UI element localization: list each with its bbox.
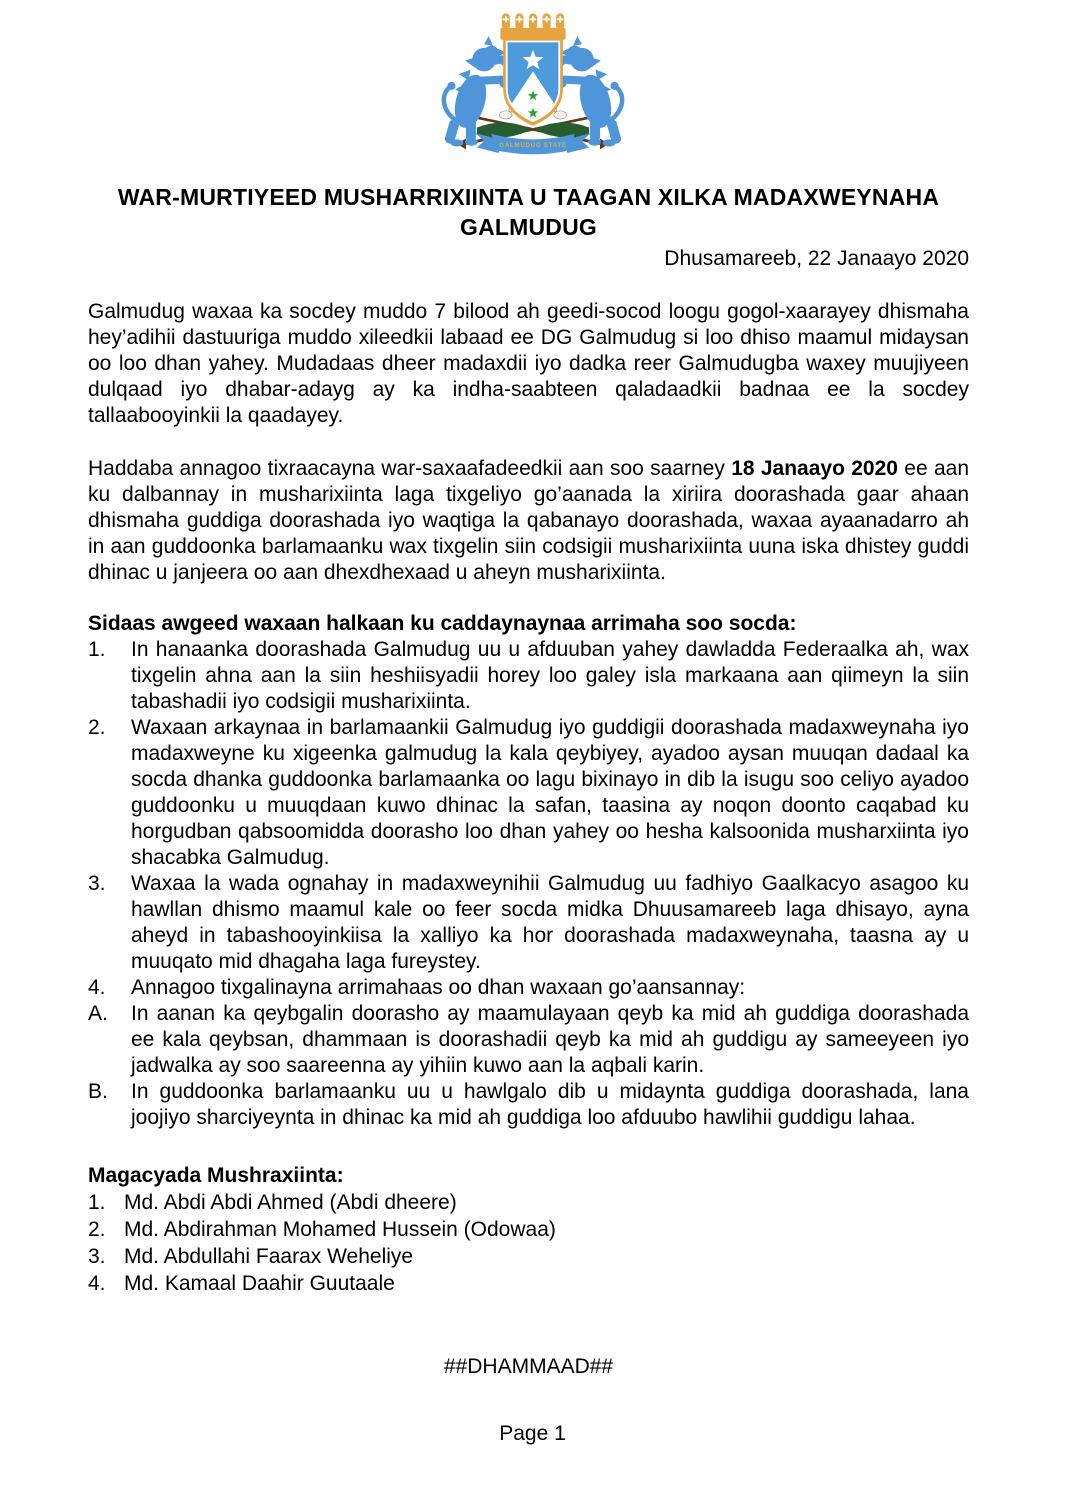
list-item-2 <box>88 715 969 871</box>
title-line-2: GALMUDUG <box>459 214 598 240</box>
list-item-B <box>88 1079 969 1131</box>
paragraph-2-bold-date: 18 Janaayo 2020 <box>731 457 898 480</box>
list-text: Waxaa la wada ognahay in madaxweynihii Galmudug uu fadhiyo Gaalkacyo asagoo ku hawllan dhismo maamul kale oo feer socda midka Dhuusamareeb laga dhisayo, ayna aheyd in tabashooyinkiisa la xalliyo ka hor doorashada madaxweynaha, taasna ay u muuqato mid dhagaha laga fureystey. <box>131 872 969 973</box>
page-number: Page 1 <box>499 1422 566 1445</box>
banner-icon <box>491 134 574 154</box>
end-marker: ##DHAMMAAD## <box>443 1355 614 1378</box>
list-marker: A. <box>88 1002 108 1025</box>
list-item-3 <box>88 871 969 975</box>
candidate-name: Md. Kamaal Daahir Guutaale <box>124 1272 395 1295</box>
list-marker: 3. <box>88 1245 106 1268</box>
list-marker: 4. <box>88 1272 106 1295</box>
list-marker: 1. <box>88 638 106 661</box>
candidates-list <box>88 1189 969 1297</box>
paragraph-2 <box>88 456 969 586</box>
paragraph-2-text-cont: ee aan ku dalbannay in musharixiinta laga tixgeliyo go’aanada la xiriira doorashada gaar ahaan dhismaha guddiga doorashada iyo waqtiga la qabanayo doorashada, waxaa ayaanadarro ah in aan guddoonka barlamaanku wax tixgelin siin codsigii musharixiinta uuna iska dhistey guddi dhinac u janjeera oo aan dhexdhexaad u aheyn musharixiinta. <box>88 457 970 584</box>
list-text: Annagoo tixgalinayna arrimahaas oo dhan waxaan go’aansannay: <box>131 976 746 999</box>
list-marker: 2. <box>88 716 106 739</box>
crown-icon <box>500 13 565 39</box>
paragraph-1: Galmudug waxaa ka socdey muddo 7 bilood ah geedi-socod loogu gogol-xaarayey dhismaha hey’adihii dastuuriga muddo xileedkii labaad ee DG Galmudug si loo dhiso maamul midaysan oo loo dhan yahey. Mudadaas dheer madaxdii iyo dadka reer Galmudugba waxey muujiyeen dulqaad iyo dhabar-adayg ay ka indha-saabteen qaladaadkii badnaa ee la socdey tallaabooyinkii la qaadayey. <box>88 300 969 427</box>
candidate-name: Md. Abdirahman Mohamed Hussein (Odowaa) <box>124 1218 556 1241</box>
list-text: In hanaanka doorashada Galmudug uu u afduuban yahey dawladda Federaalka ah, wax tixgelin ahna aan la siin heshiisyadii horey loo galey isla markaana aan qiimeyn la siin tabashadii iyo codsigii musharixiinta. <box>131 638 969 713</box>
list-marker: 3. <box>88 872 106 895</box>
list-text: In aanan ka qeybgalin doorasho ay maamulayaan qeyb ka mid ah guddiga doorashada ee kala qeybsan, dhammaan is doorashadii qeyb ka mid ah guddigu ay sameeyeen iyo jadwalka ay soo saareenna ay yihiin kuwo aan la aqbali karin. <box>131 1002 969 1077</box>
dateline: Dhusamareeb, 22 Janaayo 2020 <box>664 247 969 270</box>
list-marker: B. <box>88 1080 108 1103</box>
section-heading: Sidaas awgeed waxaan halkaan ku caddaynaynaa arrimaha soo socda: <box>88 612 797 635</box>
document-content <box>88 182 969 1379</box>
candidate-item-4 <box>88 1270 969 1297</box>
candidate-name: Md. Abdullahi Faarax Weheliye <box>124 1245 414 1268</box>
banner-text: GALMUDUG STATE <box>498 142 567 150</box>
coat-of-arms-icon <box>424 8 642 162</box>
galmudug-coat-of-arms <box>0 0 1065 162</box>
list-item-4 <box>88 975 969 1001</box>
list-item-A <box>88 1001 969 1079</box>
list-text: In guddoonka barlamaanku uu u hawlgalo dib u midaynta guddiga doorashada, lana joojiyo sharciyeynta in dhinac ka mid ah guddiga loo afduubo hawlihii guddigu lahaa. <box>131 1080 969 1129</box>
list-item-1 <box>88 637 969 715</box>
candidate-item-1 <box>88 1189 969 1216</box>
decision-list <box>88 637 969 1131</box>
list-marker: 4. <box>88 976 106 999</box>
candidates-heading: Magacyada Mushraxiinta: <box>88 1164 344 1187</box>
candidate-item-2 <box>88 1216 969 1243</box>
list-text: Waxaan arkaynaa in barlamaankii Galmudug iyo guddigii doorashada madaxweynaha iyo madaxweyne ku xigeenka galmudug la kala qeybiyey, ayadoo aysan muuqan dadaal ka socda dhanka guddoonka barlamaanka oo lagu bixinayo in dib la isugu soo celiyo ayadoo guddoonku u muuqdaan kuwo dhinac la safan, taasina ay noqon doonto caqabad ku horgudban qabsoomidda doorasho loo dhan yahey oo hesha kalsoonida musharxiinta iyo shacabka Galmudug. <box>131 716 969 869</box>
list-marker: 2. <box>88 1218 106 1241</box>
paragraph-2-text: Haddaba annagoo tixraacayna war-saxaafadeedkii aan soo saarney <box>88 457 732 480</box>
title-line-1: WAR-MURTIYEED MUSHARRIXIINTA U TAAGAN XILKA MADAXWEYNAHA <box>117 184 940 210</box>
list-marker: 1. <box>88 1191 106 1214</box>
candidate-item-3 <box>88 1243 969 1270</box>
document-title <box>88 182 969 242</box>
candidate-name: Md. Abdi Abdi Ahmed (Abdi dheere) <box>124 1191 457 1214</box>
